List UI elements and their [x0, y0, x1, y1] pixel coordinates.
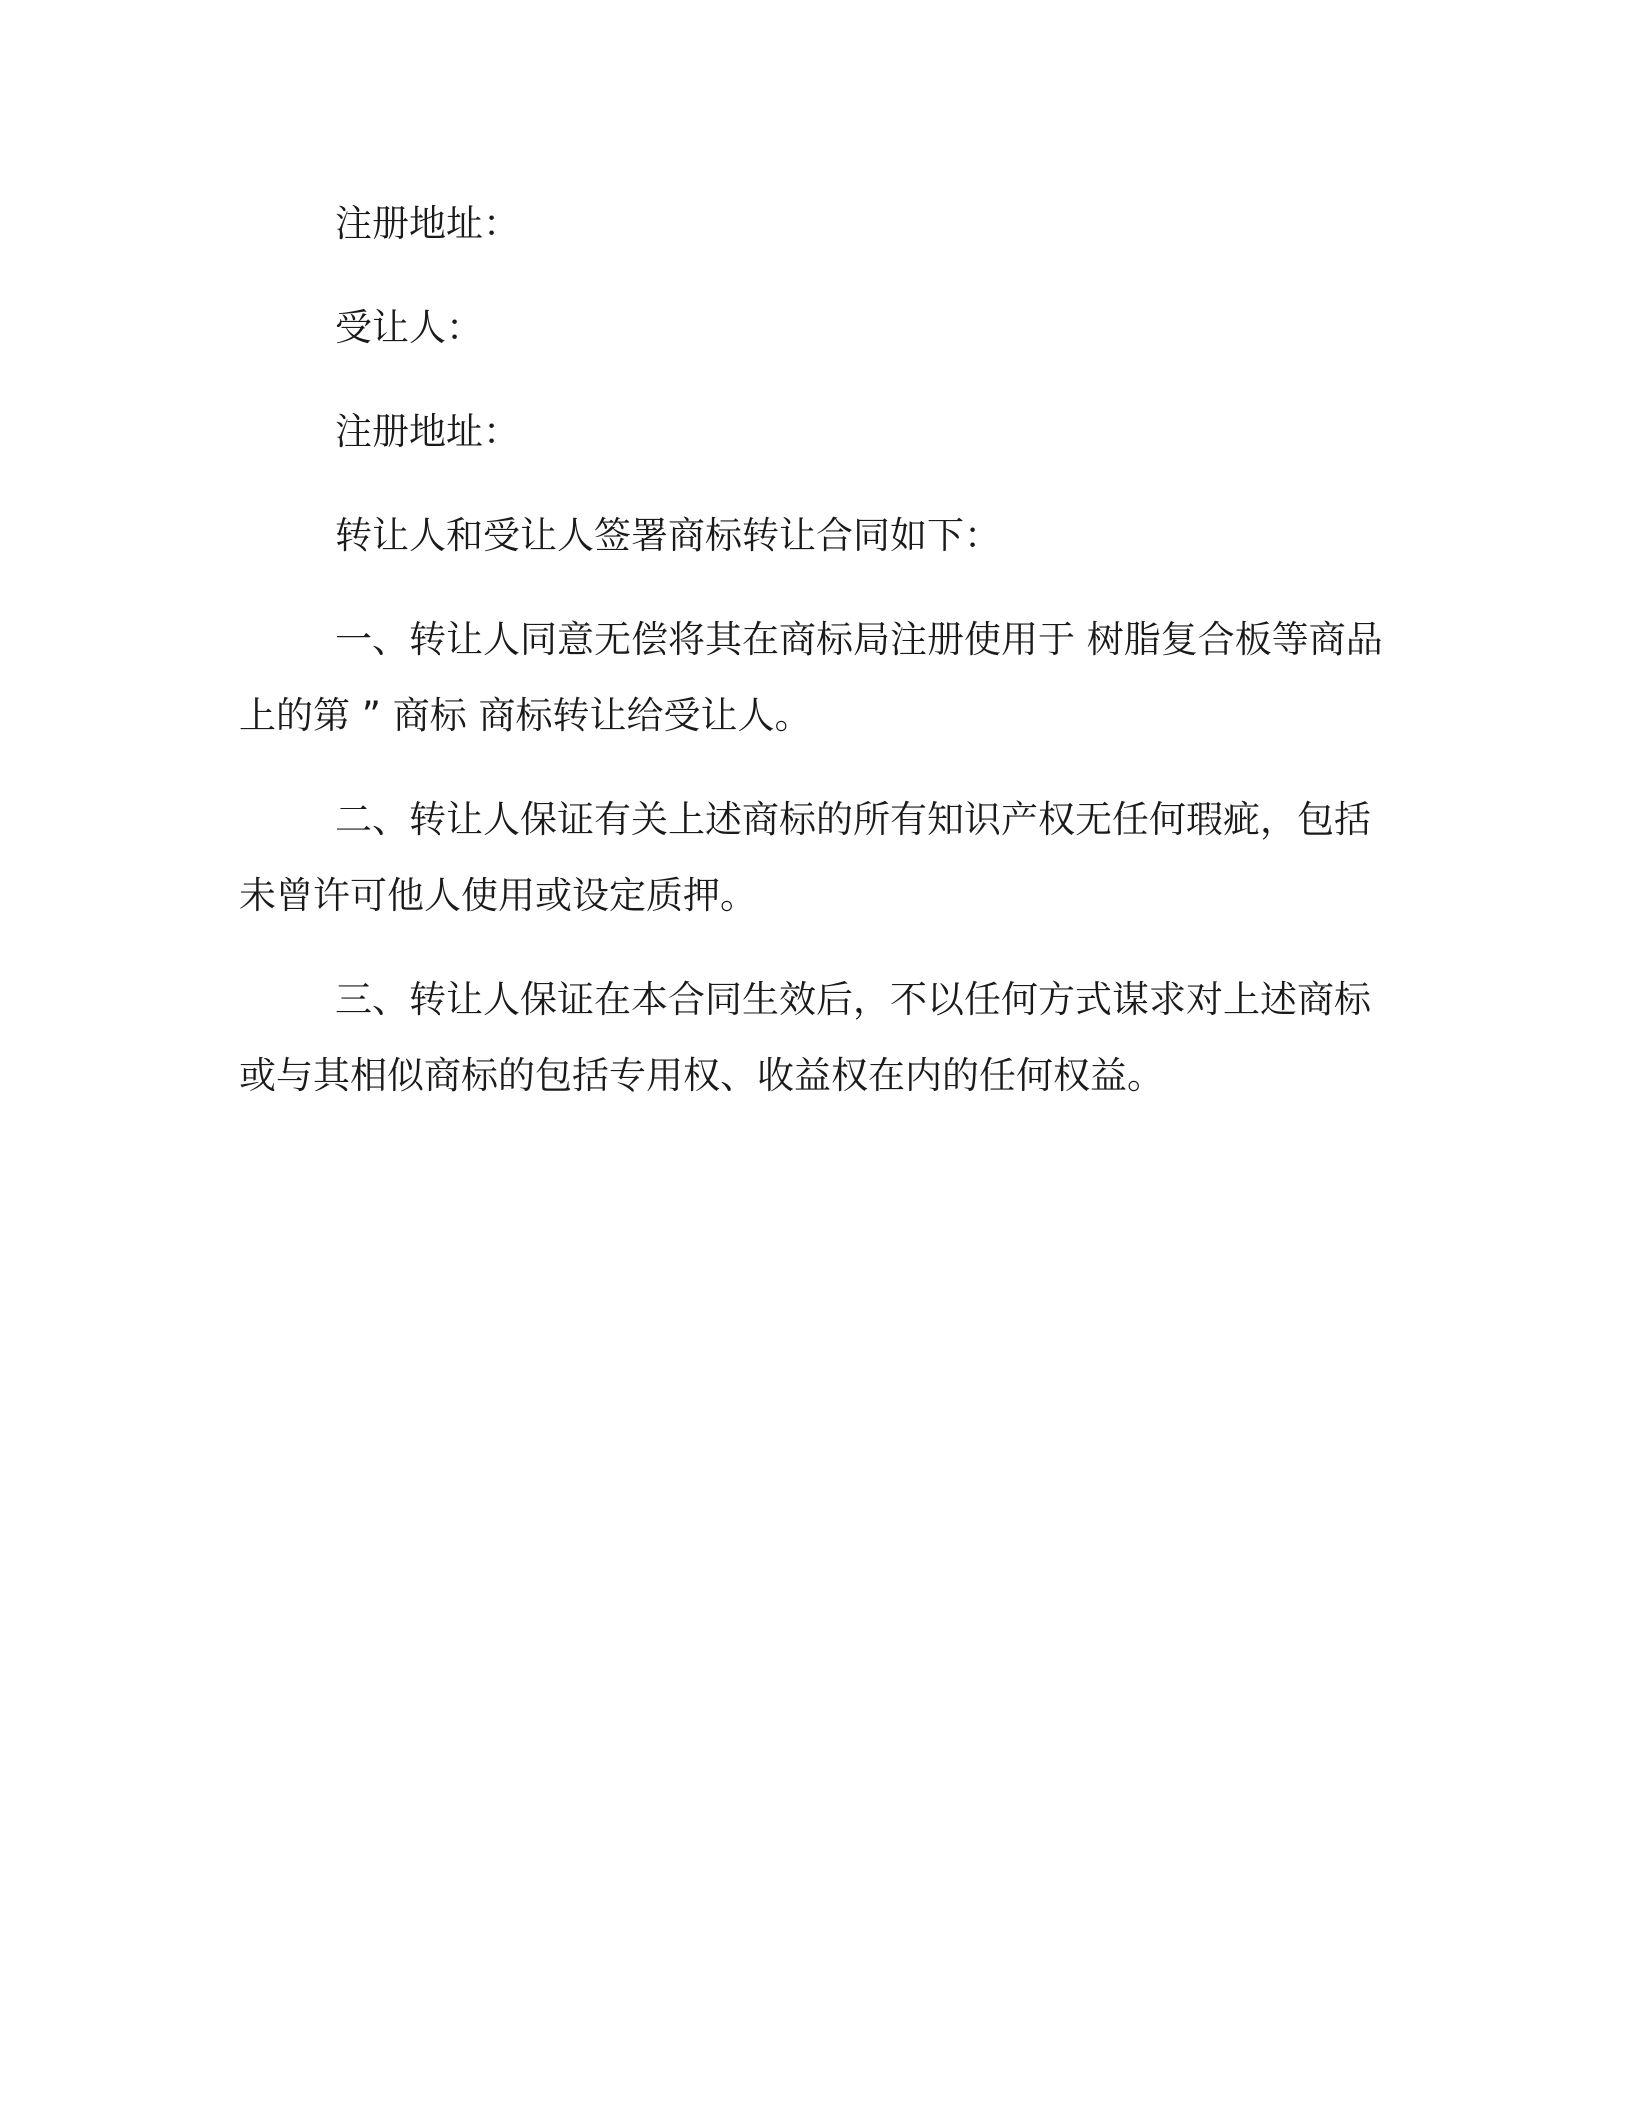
transferee-address-label: 注册地址：	[335, 410, 520, 453]
clause-3	[239, 962, 1389, 1114]
clause-1-line-1: 一、转让人同意无偿将其在商标局注册使用于 树脂复合板等商品	[335, 618, 1383, 661]
clause-1	[239, 602, 1389, 754]
clause-2-line-1: 二、转让人保证有关上述商标的所有知识产权无任何瑕疵，包括	[335, 798, 1371, 841]
clause-1-line-2: 上的第 ” 商标 商标转让给受让人。	[239, 694, 812, 737]
clause-3-line-1: 三、转让人保证在本合同生效后，不以任何方式谋求对上述商标	[335, 978, 1371, 1021]
transferee-address-field	[239, 394, 1389, 470]
registered-address-field	[239, 186, 1389, 262]
transferee-label: 受让人：	[335, 306, 483, 349]
contract-intro-text: 转让人和受让人签署商标转让合同如下：	[335, 514, 1001, 557]
clause-3-line-2: 或与其相似商标的包括专用权、收益权在内的任何权益。	[239, 1054, 1164, 1097]
clause-2-line-2: 未曾许可他人使用或设定质押。	[239, 874, 757, 917]
contract-intro	[239, 498, 1389, 574]
transferee-field	[239, 290, 1389, 366]
document-body	[239, 186, 1389, 1142]
registered-address-label: 注册地址：	[335, 202, 520, 245]
clause-2	[239, 782, 1389, 934]
